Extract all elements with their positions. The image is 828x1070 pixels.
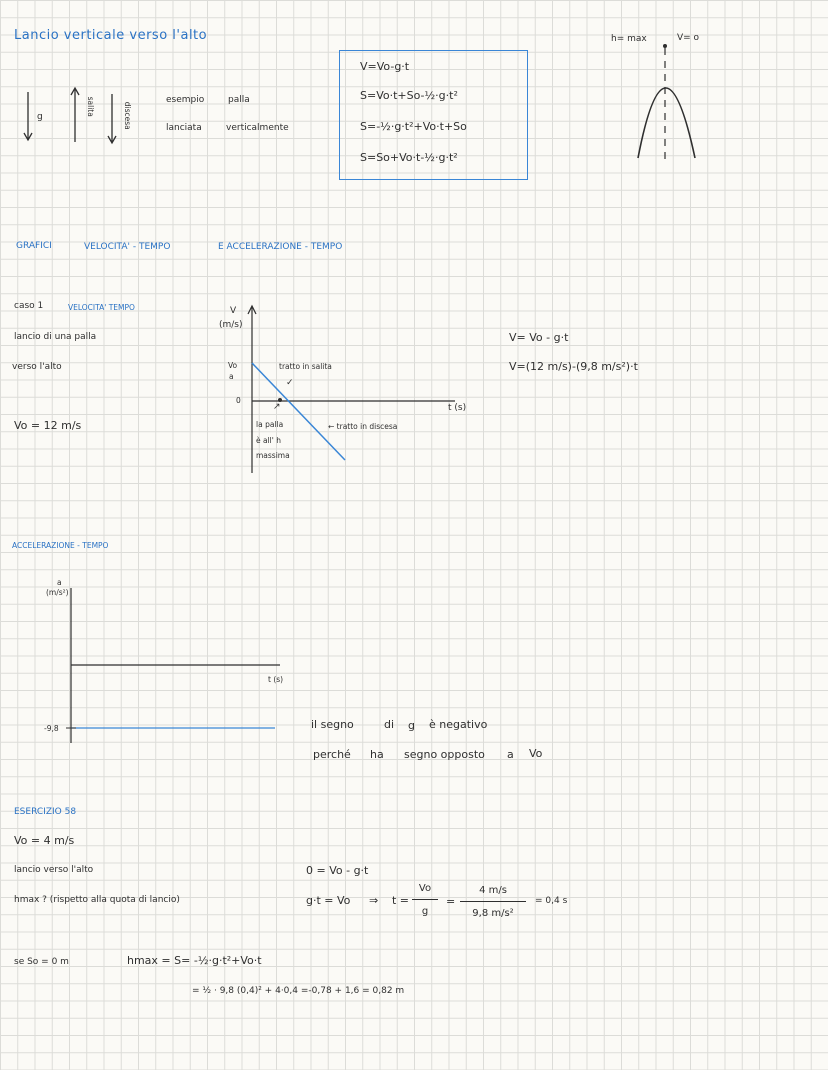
- vt-salita: tratto in salita: [279, 362, 332, 371]
- frac-1-den: g: [421, 906, 429, 917]
- note-2b: ha: [370, 748, 384, 761]
- vt-graph: [240, 305, 460, 475]
- section-graphs-1: GRAFICI: [16, 241, 52, 251]
- exercise-hmax: hmax = S= -½·g·t²+Vo·t: [127, 954, 262, 967]
- note-1b: di: [384, 718, 395, 731]
- exercise-eq2: g·t = Vo: [306, 894, 351, 907]
- at-yunit: (m/s²): [46, 588, 69, 597]
- vt-zero: 0: [236, 396, 241, 405]
- note-1a: il segno: [311, 718, 354, 731]
- frac-2-den: 9,8 m/s²: [472, 908, 514, 919]
- at-ylabel: a: [57, 578, 62, 587]
- note-1d: è negativo: [429, 718, 488, 731]
- frac-1-num: Vo: [418, 883, 432, 894]
- vt-discesa: ← tratto in discesa: [328, 422, 398, 431]
- g-label: g: [37, 112, 43, 122]
- formula-3: S=-½·g·t²+Vo·t+So: [360, 120, 467, 133]
- frac-2-line: [460, 901, 526, 902]
- vt-formula-2: V=(12 m/s)-(9,8 m/s²)·t: [509, 360, 638, 373]
- note-2e: Vo: [529, 747, 543, 760]
- exercise-desc: lancio verso l'alto: [14, 865, 94, 875]
- example-word-1: esempio: [166, 95, 205, 105]
- section-acc: ACCELERAZIONE - TEMPO: [12, 541, 109, 550]
- note-2a: perché: [313, 748, 351, 761]
- example-word-4: verticalmente: [226, 123, 289, 133]
- exercise-calc: = ½ · 9,8 (0,4)² + 4·0,4 =-0,78 + 1,6 = 0,82 m: [192, 986, 405, 996]
- caso-label: caso 1: [14, 301, 44, 311]
- exercise-question: hmax ? (rispetto alla quota di lancio): [14, 895, 180, 905]
- exercise-v0: Vo = 4 m/s: [14, 834, 75, 847]
- formula-2: S=Vo·t+So-½·g·t²: [360, 89, 458, 102]
- example-word-3: lanciata: [166, 123, 202, 133]
- vt-xlabel: t (s): [448, 403, 467, 413]
- parabola-diagram: [630, 38, 710, 163]
- salita-label: salita: [85, 96, 95, 117]
- exercise-t-eq: t =: [392, 894, 410, 907]
- caso-v0: Vo = 12 m/s: [14, 419, 82, 432]
- section-graphs-2: VELOCITA' - TEMPO: [84, 242, 171, 252]
- vt-formula-1: V= Vo - g·t: [509, 331, 569, 344]
- formula-4: S=So+Vo·t-½·g·t²: [360, 151, 458, 164]
- caso-line-2: verso l'alto: [12, 362, 62, 372]
- vt-peak-2: è all' h: [256, 436, 281, 445]
- vt-ylabel: V: [230, 306, 237, 316]
- at-graph: [60, 588, 290, 748]
- note-2c: segno opposto: [404, 748, 485, 761]
- caso-sub: VELOCITA' TEMPO: [68, 303, 135, 312]
- at-xlabel: t (s): [268, 675, 284, 684]
- frac-2-num: 4 m/s: [479, 885, 507, 896]
- page-title: Lancio verticale verso l'alto: [14, 28, 208, 43]
- note-2d: a: [507, 748, 514, 761]
- exercise-title: ESERCIZIO 58: [14, 807, 77, 817]
- vt-v0-sub: a: [229, 372, 234, 381]
- discesa-label: discesa: [122, 101, 132, 130]
- vt-v0: Vo: [228, 361, 238, 370]
- at-tick: -9,8: [44, 724, 59, 733]
- section-graphs-3: E ACCELERAZIONE - TEMPO: [218, 242, 343, 252]
- vt-check: ✓: [286, 378, 294, 388]
- formula-1: V=Vo-g·t: [360, 60, 410, 73]
- exercise-eq1: 0 = Vo - g·t: [306, 864, 369, 877]
- hmax-label: h= max: [611, 34, 647, 44]
- frac-1-line: [412, 899, 438, 900]
- vt-yunit: (m/s): [219, 320, 243, 330]
- vt-peak-3: massima: [256, 451, 290, 460]
- exercise-se: se So = 0 m: [14, 957, 69, 967]
- caso-line-1: lancio di una palla: [14, 332, 97, 342]
- vt-peak-1: la palla: [256, 420, 284, 429]
- vt-up-arrow: ↗: [273, 402, 281, 412]
- exercise-result: = 0,4 s: [535, 896, 568, 906]
- example-word-2: palla: [228, 95, 250, 105]
- v0-top-label: V= o: [677, 33, 700, 43]
- exercise-arrow: ⇒: [369, 894, 379, 907]
- note-1c: g: [408, 719, 415, 732]
- exercise-eq-sign: =: [446, 895, 456, 908]
